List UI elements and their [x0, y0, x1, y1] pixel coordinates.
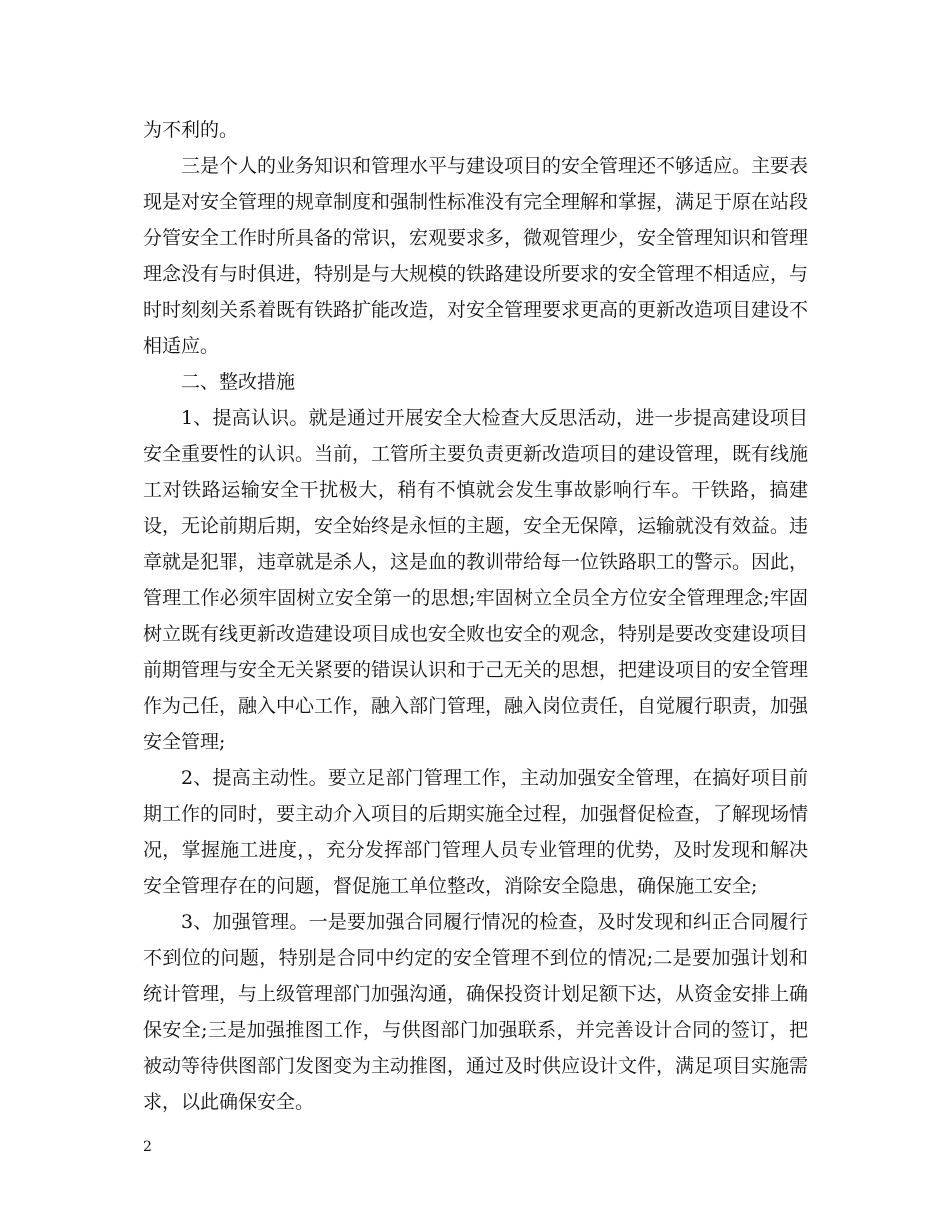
paragraph-third-issue: 三是个人的业务知识和管理水平与建设项目的安全管理还不够适应。主要表现是对安全管理的规章制度和强制性标准没有完全理解和掌握，满足于原在站段分管安全工作时所具备的常识，宏观要求多，微观管理少，安全管理知识和管理理念没有与时俱进，特别是与大规模的铁路建设所要求的安全管理不相适应，与时时刻刻关系着既有铁路扩能改造，对安全管理要求更高的更新改造项目建设不相适应。 — [143, 155, 809, 357]
page-number: 2 — [143, 1139, 152, 1155]
paragraph-measure-1: 1、提高认识。就是通过开展安全大检查大反思活动，进一步提高建设项目安全重要性的认识。当前，工管所主要负责更新改造项目的建设管理，既有线施工对铁路运输安全干扰极大，稍有不慎就会发生事故影响行车。干铁路，搞建设，无论前期后期，安全始终是永恒的主题，安全无保障，运输就没有效益。违章就是犯罪，违章就是杀人，这是血的教训带给每一位铁路职工的警示。因此，管理工作必须牢固树立安全第一的思想;牢固树立全员全方位安全管理理念;牢固树立既有线更新改造建设项目成也安全败也安全的观念，特别是要改变建设项目前期管理与安全无关紧要的错误认识和于己无关的思想，把建设项目的安全管理作为己任，融入中心工作，融入部门管理，融入岗位责任，自觉履行职责，加强安全管理; — [143, 407, 809, 753]
paragraph-measure-2: 2、提高主动性。要立足部门管理工作，主动加强安全管理，在搞好项目前期工作的同时，要主动介入项目的后期实施全过程，加强督促检查，了解现场情况，掌握施工进度，，充分发挥部门管理人员专业管理的优势，及时发现和解决安全管理存在的问题，督促施工单位整改，消除安全隐患，确保施工安全; — [143, 767, 809, 897]
document-body — [143, 112, 808, 1120]
section-heading-rectification: 二、整改措施 — [181, 371, 296, 393]
paragraph-measure-3: 3、加强管理。一是要加强合同履行情况的检查，及时发现和纠正合同履行不到位的问题，特别是合同中约定的安全管理不到位的情况;二是要加强计划和统计管理，与上级管理部门加强沟通，确保投资计划足额下达，从资金安排上确保安全;三是加强推图工作，与供图部门加强联系，并完善设计合同的签订，把被动等待供图部门发图变为主动推图，通过及时供应设计文件，满足项目实施需求，以此确保安全。 — [143, 911, 809, 1113]
paragraph-continuation: 为不利的。 — [143, 119, 239, 141]
